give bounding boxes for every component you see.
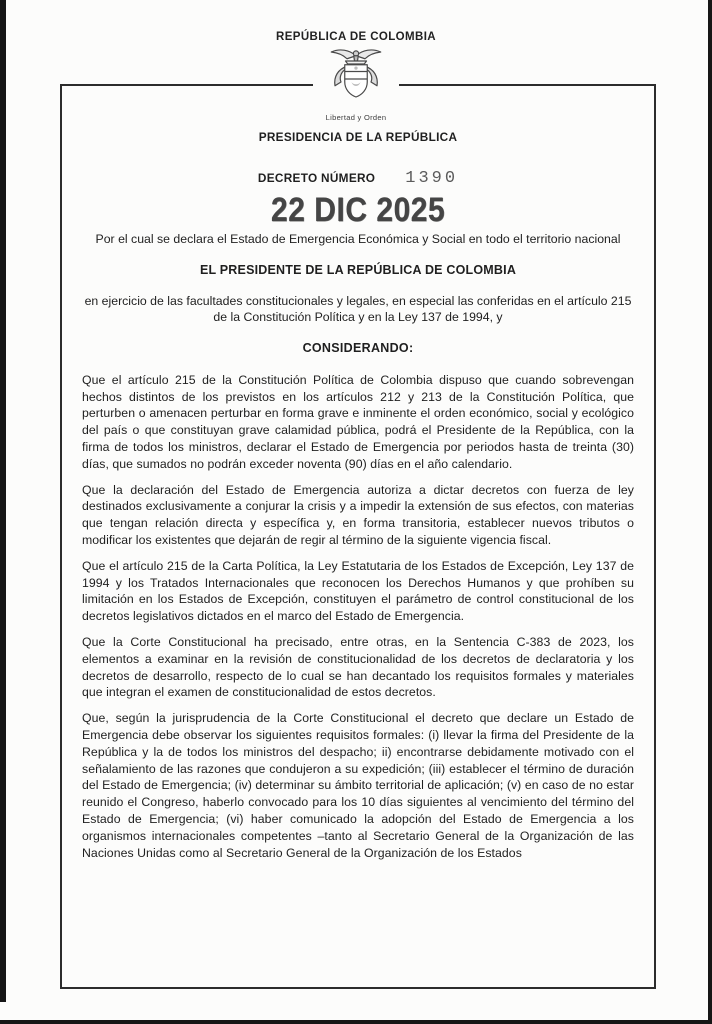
document-border (60, 84, 656, 989)
scan-edge-left (0, 0, 6, 1002)
document-content (82, 130, 634, 870)
decree-number-stamp: 1390 (405, 169, 459, 188)
letterhead-crest (313, 46, 399, 122)
decree-body (82, 372, 634, 862)
decree-number-label: DECRETO NÚMERO (257, 171, 376, 185)
date-stamp: 22 DIC 2025 (270, 190, 446, 229)
scan-edge-right (708, 0, 712, 1024)
issuer-title: EL PRESIDENTE DE LA REPÚBLICA DE COLOMBIA (199, 262, 517, 277)
country-title: REPÚBLICA DE COLOMBIA (275, 31, 437, 43)
scan-edge-bottom (0, 1020, 712, 1024)
considering-paragraph: Que la declaración del Estado de Emergencia autoriza a dictar decretos con fuerza de ley destinados exclusivamente a conjurar la crisis y a impedir la extensión de sus efectos, con materias que tengan relación directa y específica y, en forma transitoria, establecer nuevos tributos o modificar los existentes que dejarán de regir al término de la siguiente vigencia fiscal. (82, 482, 634, 547)
considering-paragraph: Que el artículo 215 de la Constitución Política de Colombia dispuso que cuando sobrevengan hechos distintos de los previstos en los artículos 212 y 213 de la Constitución Política, que perturben o amenacen perturbar en forma grave e inminente el orden económico, social y ecológico del país o que constituyan grave calamidad pública, podrá el Presidente de la República, con la firma de todos los ministros, declarar el Estado de Emergencia por periodos hasta de treinta (30) días, que sumados no podrán exceder noventa (90) días en el año calendario. (82, 372, 634, 471)
considering-paragraph: Que la Corte Constitucional ha precisado, entre otras, en la Sentencia C-383 de 2023, los elementos a examinar en la revisión de constitucionalidad de los decretos de declaratoria y los decretos de desarrollo, respecto de lo cual se han decantado los requisitos formales y materiales que integran el examen de constitucionalidad de estos decretos. (82, 634, 634, 700)
institution-title: PRESIDENCIA DE LA REPÚBLICA (258, 130, 458, 144)
considering-paragraph: Que, según la jurisprudencia de la Corte Constitucional el decreto que declare un Estado de Emergencia debe observar los siguientes requisitos formales: (i) llevar la firma del Presidente de la República y la de todos los ministros del despacho; ii) encontrarse debidamente motivado con el señalamiento de las razones que condujeron a su expedición; (iii) establecer el término de duración del Estado de Emergencia; (iv) determinar su ámbito territorial de aplicación; (v) en caso de no estar reunido el Congreso, haberlo convocado para los 10 días siguientes al vencimiento del término del Estado de Emergencia; (vi) haber comunicado la adopción del Estado de Emergencia a los organismos internacionales competentes –tanto al Secretario General de la Organización de las Naciones Unidas como al Secretario General de la Organización de los Estados (82, 711, 634, 860)
decree-number-line (82, 169, 634, 188)
colombia-coat-of-arms-icon (313, 46, 399, 112)
decree-subject: Por el cual se declara el Estado de Emergencia Económica y Social en todo el territorio nacional (95, 232, 621, 246)
considering-paragraph: Que el artículo 215 de la Carta Política, la Ley Estatutaria de los Estados de Excepción, Ley 137 de 1994 y los Tratados Internacionales que reconocen los Derechos Humanos y que prohíben su limitación en los Estados de Excepción, constituyen el parámetro de control constitucional de los decretos legislativos dictados en el marco del Estado de Emergencia. (82, 558, 634, 624)
crest-motto: Libertad y Orden (325, 113, 387, 122)
considering-heading: CONSIDERANDO: (302, 340, 414, 355)
preamble-text: en ejercicio de las facultades constitucionales y legales, en especial las conferidas en el artículo 215 de la Constitución Política y en la Ley 137 de 1994, y (84, 293, 632, 324)
